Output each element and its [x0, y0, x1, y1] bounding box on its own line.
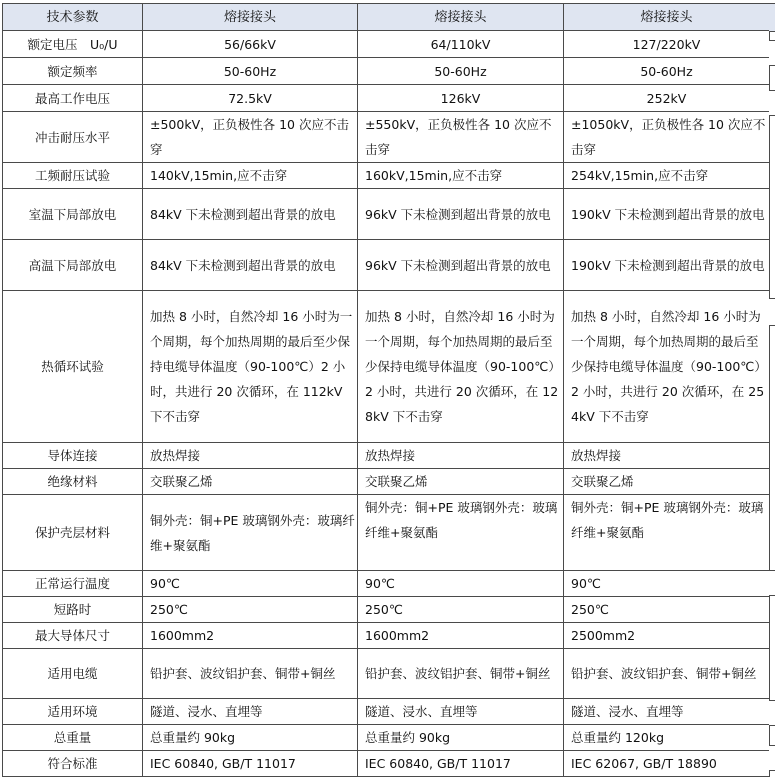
table-cell: 90℃ [564, 571, 770, 597]
table-cell: 84kV 下未检测到超出背景的放电 [143, 189, 358, 240]
param-label: 正常运行温度 [3, 571, 143, 597]
cropped-cell-edge [769, 700, 775, 726]
table-cell: 交联聚乙烯 [564, 469, 770, 495]
table-cell: 铅护套、波纹铝护套、铜带+铜丝 [358, 649, 564, 699]
table-row [3, 725, 770, 751]
table-cell: 250℃ [358, 597, 564, 623]
table-row [3, 58, 770, 85]
table-cell: 90℃ [358, 571, 564, 597]
header-param: 技术参数 [3, 4, 143, 31]
table-row [3, 163, 770, 189]
table-cell: 140kV,15min,应不击穿 [143, 163, 358, 189]
table-header-row [3, 4, 770, 31]
table-cell: 50-60Hz [143, 58, 358, 85]
table-cell: 64/110kV [358, 31, 564, 58]
table-cell: 交联聚乙烯 [143, 469, 358, 495]
table-row [3, 597, 770, 623]
table-cell: 铜外壳：铜+PE 玻璃钢外壳：玻璃纤维+聚氨酯 [143, 495, 358, 571]
table-cell: 190kV 下未检测到超出背景的放电 [564, 240, 770, 291]
table-cell: 250℃ [143, 597, 358, 623]
table-cell: ±1050kV，正负极性各 10 次应不击穿 [564, 112, 770, 163]
table-cell: 加热 8 小时，自然冷却 16 小时为一个周期，每个加热周期的最后至少保持电缆导体温度（90-100℃）2 小时，共进行 20 次循环，在 112kV 下不击穿 [143, 291, 358, 443]
table-cell: 160kV,15min,应不击穿 [358, 163, 564, 189]
cropped-cell-edge [769, 40, 775, 66]
header-col-3: 熔接接头 [564, 4, 770, 31]
table-cell: 隧道、浸水、直埋等 [358, 699, 564, 725]
param-label: 适用环境 [3, 699, 143, 725]
table-cell: 加热 8 小时，自然冷却 16 小时为一个周期，每个加热周期的最后至少保持电缆导体温度（90-100℃）2 小时，共进行 20 次循环，在 254kV 下不击穿 [564, 291, 770, 443]
table-row [3, 112, 770, 163]
table-cell: 放热焊接 [143, 443, 358, 469]
table-cell: 1600mm2 [143, 623, 358, 649]
param-label: 高温下局部放电 [3, 240, 143, 291]
table-cell: 加热 8 小时，自然冷却 16 小时为一个周期，每个加热周期的最后至少保持电缆导体温度（90-100℃）2 小时，共进行 20 次循环，在 128kV 下不击穿 [358, 291, 564, 443]
technical-parameters-table [2, 3, 770, 777]
table-row [3, 495, 770, 571]
table-row [3, 31, 770, 58]
table-cell: 2500mm2 [564, 623, 770, 649]
param-label: 保护壳层材料 [3, 495, 143, 571]
cropped-cell-edge [769, 570, 775, 596]
table-cell: 252kV [564, 85, 770, 112]
table-cell: 126kV [358, 85, 564, 112]
table-cell: 放热焊接 [564, 443, 770, 469]
table-cell: 90℃ [143, 571, 358, 597]
param-label: 额定电压 U₀/U [3, 31, 143, 58]
table-cell: 96kV 下未检测到超出背景的放电 [358, 189, 564, 240]
header-col-2: 熔接接头 [358, 4, 564, 31]
table-cell: 铅护套、波纹铝护套、铜带+铜丝 [564, 649, 770, 699]
table-row [3, 240, 770, 291]
table-row [3, 189, 770, 240]
table-cell: 隧道、浸水、直埋等 [564, 699, 770, 725]
table-cell: 总重量约 90kg [358, 725, 564, 751]
table-cell: 50-60Hz [564, 58, 770, 85]
table-cell: 隧道、浸水、直埋等 [143, 699, 358, 725]
table-row [3, 85, 770, 112]
table-cell: 127/220kV [564, 31, 770, 58]
table-cell: 56/66kV [143, 31, 358, 58]
table-cell: 84kV 下未检测到超出背景的放电 [143, 240, 358, 291]
param-label: 最大导体尺寸 [3, 623, 143, 649]
cropped-cell-edge [769, 90, 775, 116]
table-cell: IEC 60840, GB/T 11017 [358, 751, 564, 777]
table-cell: 交联聚乙烯 [358, 469, 564, 495]
table-cell: 250℃ [564, 597, 770, 623]
table-cell: IEC 62067, GB/T 18890 [564, 751, 770, 777]
table-cell: IEC 60840, GB/T 11017 [143, 751, 358, 777]
param-label: 热循环试验 [3, 291, 143, 443]
table-cell: 96kV 下未检测到超出背景的放电 [358, 240, 564, 291]
table-row [3, 443, 770, 469]
table-cell: ±500kV，正负极性各 10 次应不击穿 [143, 112, 358, 163]
table-row [3, 469, 770, 495]
table-row [3, 291, 770, 443]
table-row [3, 699, 770, 725]
param-label: 绝缘材料 [3, 469, 143, 495]
table-cell: 总重量约 90kg [143, 725, 358, 751]
table-row [3, 649, 770, 699]
table-row [3, 623, 770, 649]
param-label: 适用电缆 [3, 649, 143, 699]
param-label: 短路时 [3, 597, 143, 623]
table-cell: 50-60Hz [358, 58, 564, 85]
param-label: 工频耐压试验 [3, 163, 143, 189]
param-label: 室温下局部放电 [3, 189, 143, 240]
table-cell: 190kV 下未检测到超出背景的放电 [564, 189, 770, 240]
table-cell: 1600mm2 [358, 623, 564, 649]
table-cell: 254kV,15min,应不击穿 [564, 163, 770, 189]
param-label: 冲击耐压水平 [3, 112, 143, 163]
cropped-cell-edge [769, 745, 775, 771]
table-cell: 铜外壳：铜+PE 玻璃钢外壳：玻璃纤维+聚氨酯 [564, 495, 770, 571]
table-row [3, 571, 770, 597]
header-col-1: 熔接接头 [143, 4, 358, 31]
param-label: 额定频率 [3, 58, 143, 85]
param-label: 总重量 [3, 725, 143, 751]
table-cell: 铅护套、波纹铝护套、铜带+铜丝 [143, 649, 358, 699]
table-cell: 铜外壳：铜+PE 玻璃钢外壳：玻璃纤维+聚氨酯 [358, 495, 564, 571]
table-row [3, 751, 770, 777]
cropped-cell-edge [769, 298, 775, 326]
param-label: 符合标准 [3, 751, 143, 777]
table-cell: 72.5kV [143, 85, 358, 112]
cropped-cell-edge [769, 3, 775, 32]
param-label: 最高工作电压 [3, 85, 143, 112]
table-cell: 总重量约 120kg [564, 725, 770, 751]
param-label: 导体连接 [3, 443, 143, 469]
table-cell: ±550kV，正负极性各 10 次应不击穿 [358, 112, 564, 163]
table-cell: 放热焊接 [358, 443, 564, 469]
